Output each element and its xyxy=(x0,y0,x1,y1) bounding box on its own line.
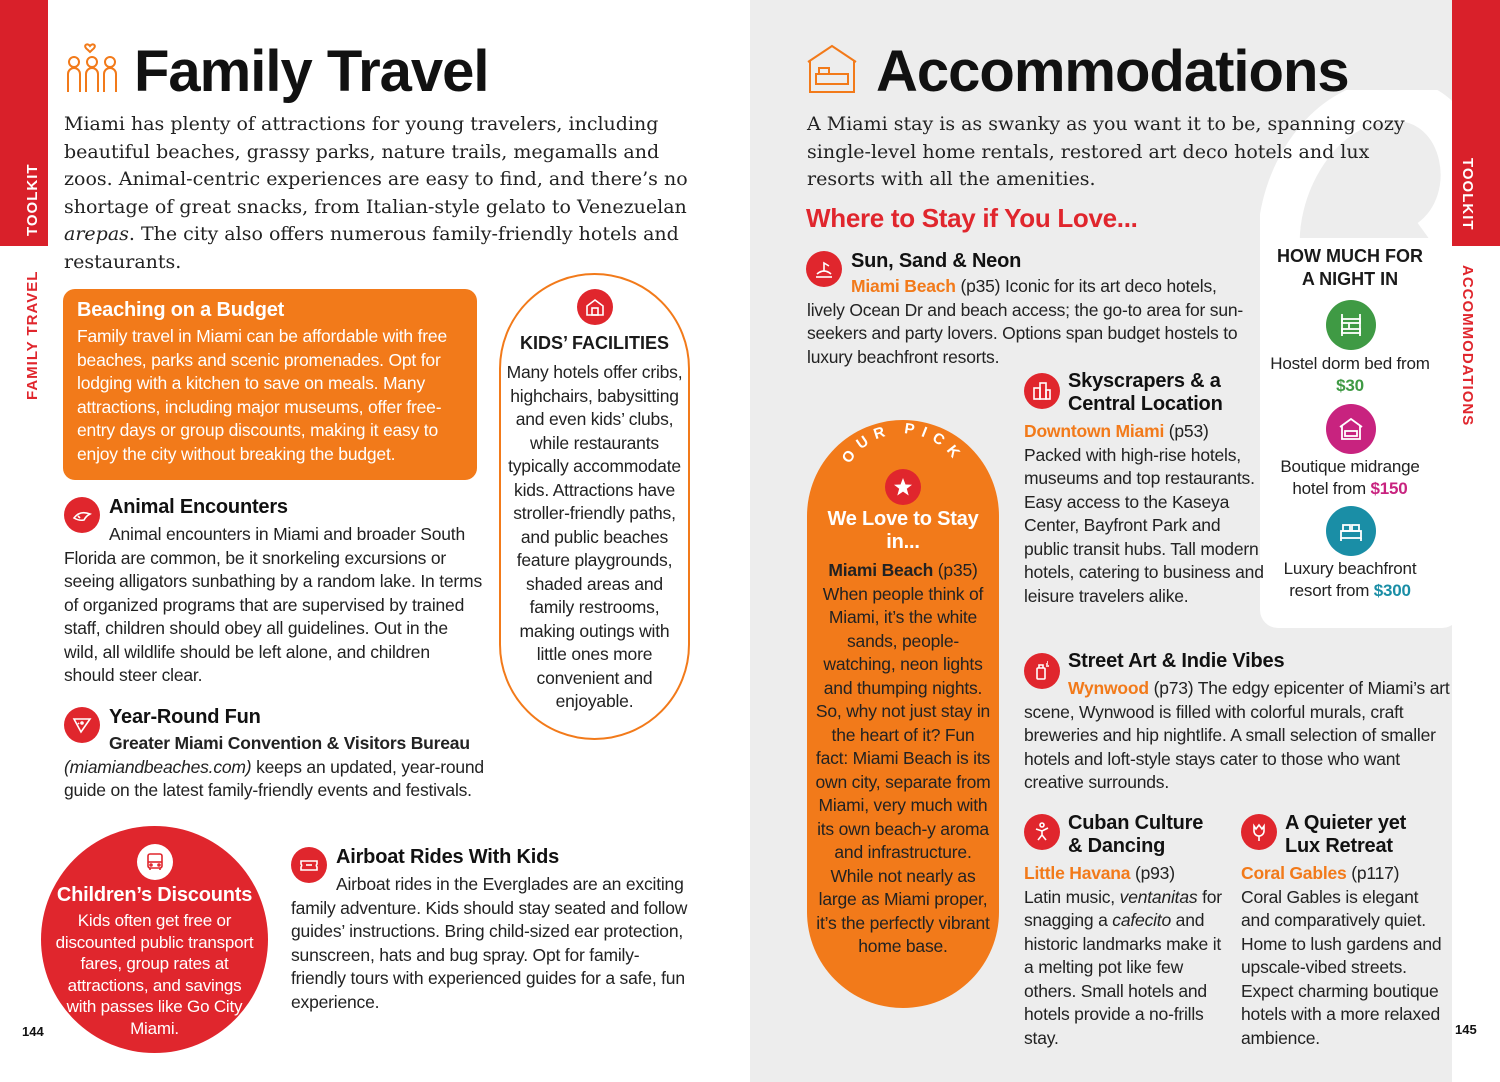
bed-icon xyxy=(804,40,860,101)
animal-text: Animal encounters in Miami and broader South Florida are common, be it snorkeling excursions or seeing alligators sunbathing by a random lake. In terms of organized programs that are supervised by trained staff, children should obey all guidelines. Out in the wild, all wildlife should be left alone, and children should steer clear. xyxy=(64,524,482,685)
toolkit-tab-label: TOOLKIT xyxy=(1459,158,1476,231)
skyscrapers-title: Skyscrapers & a Central Location xyxy=(1068,370,1223,415)
skyscraper-icon xyxy=(1024,373,1060,409)
street-art-text: Wynwood (p73) The edgy epicenter of Miami’s art scene, Wynwood is filled with colorful murals, craft breweries and hip nightlife. A small selection of smaller hotels and loft-style stays cater to those who want creative surrounds. xyxy=(1024,678,1450,792)
sun-sand-text: Miami Beach (p35) Iconic for its art deco hotels, lively Ocean Dr and beach access; the go-to area for sun-seekers and party lovers. Options span budget hostels to luxury beachfront resorts. xyxy=(807,276,1244,367)
hostel-price-text: Hostel dorm bed from $30 xyxy=(1270,354,1430,395)
airboat-title: Airboat Rides With Kids xyxy=(336,846,560,868)
toolkit-tab-label: TOOLKIT xyxy=(24,163,41,236)
animal-title: Animal Encounters xyxy=(109,496,288,518)
chapter-tab-label: FAMILY TRAVEL xyxy=(24,270,41,400)
beaching-text: Family travel in Miami can be affordable with free beaches, parks and scenic promenades. Opt for lodging with a kitchen to save on meals. Many attractions, including major museums, offer free-entry days or group discounts, making it easy to enjoy the city without breaking the budget. xyxy=(77,326,447,464)
street-art-title: Street Art & Indie Vibes xyxy=(1068,650,1285,672)
star-icon xyxy=(885,469,921,505)
sun-sand-title: Sun, Sand & Neon xyxy=(851,250,1022,272)
cuban-title: Cuban Culture & Dancing xyxy=(1068,812,1204,857)
where-heading: Where to Stay if You Love... xyxy=(806,203,1138,233)
boutique-price-text: Boutique midrange hotel from $150 xyxy=(1280,457,1420,498)
building-icon xyxy=(577,289,613,325)
childrens-discounts-circle xyxy=(41,826,268,1053)
our-pick-pill xyxy=(807,420,999,1008)
luxury-bed-icon xyxy=(1326,506,1376,556)
year-round-text: Greater Miami Convention & Visitors Bureau (miamiandbeaches.com) keeps an updated, year-round guide on the latest family-friendly events and festivals. xyxy=(64,733,484,800)
intro-text: A Miami stay is as swanky as you want it to be, spanning cozy single-level home rentals, restored art deco hotels and lux resorts with all the amenities. xyxy=(807,113,1405,190)
bus-icon xyxy=(137,844,173,880)
quieter-title: A Quieter yet Lux Retreat xyxy=(1285,812,1407,857)
svg-text:OUR PICK: OUR PICK xyxy=(838,420,968,467)
tulip-icon xyxy=(1241,814,1277,850)
our-pick-heading: We Love to Stay in... xyxy=(827,508,979,553)
boutique-hotel-icon xyxy=(1326,404,1376,454)
page-number: 144 xyxy=(22,1024,44,1039)
year-round-title: Year-Round Fun xyxy=(109,706,261,728)
chapter-tab-label: ACCOMMODATIONS xyxy=(1459,265,1476,427)
kids-facilities-text: Many hotels offer cribs, highchairs, babysitting and even kids’ clubs, while restaurants typically accommodate kids. Attractions have stroller-friendly paths, and public beaches feature playgrounds, shaded areas and family restrooms, making outings with little ones more convenient and enjoyable. xyxy=(506,362,683,711)
skyscrapers-text: Downtown Miami (p53) Packed with high-rise hotels, museums and top restaurants. Easy access to the Kaseya Center, Bayfront Park and public transit hubs. Tall modern hotels, catering to business and leisure travelers alike. xyxy=(1024,421,1264,606)
bunk-bed-icon xyxy=(1326,300,1376,350)
kids-facilities-pill xyxy=(499,273,690,740)
luxury-price-text: Luxury beachfront resort from $300 xyxy=(1283,559,1417,600)
our-pick-text: Miami Beach (p35) When people think of Miami, it’s the white sands, people-watching, neon lights and thumping nights. So, why not just stay in the heart of it? Fun fact: Miami Beach is its own city, separate from Miami, very much with its own beach-y aroma and infrastructure. While not nearly as large as Miami proper, it’s the perfectly vibrant home base. xyxy=(815,560,991,956)
page-title: Accommodations xyxy=(876,39,1349,104)
family-icon xyxy=(64,40,120,101)
dancer-icon xyxy=(1024,814,1060,850)
intro-text: Miami has plenty of attractions for young travelers, including beautiful beaches, grassy parks, nature trails, megamalls and zoos. Animal-centric experiences are easy to find, and there’s no shortage of great snacks, from Italian-style gelato to Venezuelan arepas. The city also offers numerous family-friendly hotels and restaurants. xyxy=(64,113,688,273)
how-much-title: HOW MUCH FOR A NIGHT IN xyxy=(1277,246,1423,289)
quieter-text: Coral Gables (p117) Coral Gables is elegant and comparatively quiet. Home to lush gardens and upscale-vibed streets. Expect charming boutique hotels with a more relaxed ambience. xyxy=(1241,863,1442,1048)
cuban-text: Little Havana (p93) Latin music, ventanitas for snagging a cafecito and historic landmarks make it a melting pot like few others. Small hotels and hotels provide a no-frills stay. xyxy=(1024,863,1222,1048)
page-number: 145 xyxy=(1455,1022,1477,1037)
beaching-box xyxy=(63,289,477,480)
childrens-discounts-title: Children’s Discounts xyxy=(56,884,253,906)
right-page xyxy=(750,0,1500,1082)
page-title: Family Travel xyxy=(134,39,489,104)
childrens-discounts-text: Kids often get free or discounted public transport fares, group rates at attractions, and savings with passes like Go City Miami. xyxy=(55,911,254,1038)
airboat-text: Airboat rides in the Everglades are an exciting family adventure. Kids should stay seated and follow guides’ instructions. Bring child-sized ear protection, sunscreen, hats and bug spray. Opt for family-friendly tours with experienced guides for a safe, fun experience. xyxy=(291,874,688,1012)
beaching-title: Beaching on a Budget xyxy=(77,299,285,321)
kids-facilities-title: KIDS’ FACILITIES xyxy=(519,333,670,353)
